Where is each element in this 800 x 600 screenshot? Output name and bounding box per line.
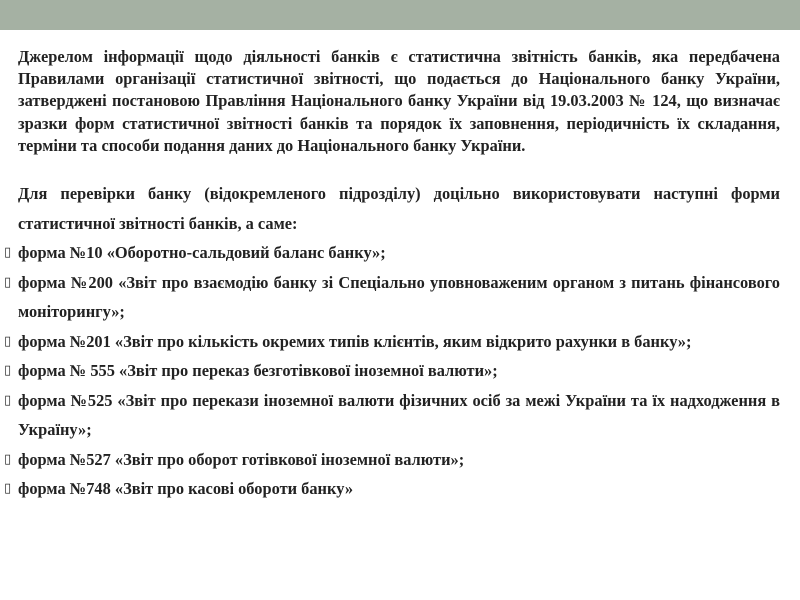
bullet-icon: ▯ (4, 333, 12, 349)
slide-content (0, 46, 800, 504)
form-text: форма №525 «Звіт про перекази іноземної валюти фізичних осіб за межі України та їх надходження в Україну»; (18, 390, 780, 440)
forms-intro-paragraph: Для перевірки банку (відокремленого підрозділу) доцільно використовувати наступні форми статистичної звітності банків, а саме: (18, 184, 780, 233)
form-text: форма № 555 «Звіт про переказ безготівкової іноземної валюти»; (18, 361, 498, 381)
list-item (4, 386, 780, 445)
bullet-icon: ▯ (4, 481, 12, 497)
list-item (4, 327, 780, 357)
forms-list (4, 238, 780, 504)
list-item (4, 445, 780, 475)
list-item (4, 238, 780, 268)
form-text: форма №527 «Звіт про оборот готівкової іноземної валюти»; (18, 449, 465, 469)
bullet-icon: ▯ (4, 392, 12, 408)
list-item (4, 474, 780, 504)
bullet-icon: ▯ (4, 363, 12, 379)
slide-header-bar (0, 0, 800, 30)
bullet-icon: ▯ (4, 451, 12, 467)
list-item (4, 268, 780, 327)
form-text: форма №748 «Звіт про касові обороти банку» (18, 479, 354, 499)
form-text: форма №200 «Звіт про взаємодію банку зі Спеціально уповноваженим органом з питань фінансового моніторингу»; (18, 272, 780, 322)
form-text: форма №10 «Оборотно-сальдовий баланс банку»; (18, 243, 386, 263)
list-item (4, 356, 780, 386)
bullet-icon: ▯ (4, 274, 12, 290)
intro-paragraph: Джерелом інформації щодо діяльності банків є статистична звітність банків, яка передбачена Правилами організації статистичної звітності, що подається до Національного банку України, затверджені постановою Правління Національного банку України від 19.03.2003 № 124, що визначає зразки форм статистичної звітності банків та порядок їх заповнення, періодичність їх складання, терміни та способи подання даних до Національного банку України. (18, 47, 780, 155)
bullet-icon: ▯ (4, 245, 12, 261)
form-text: форма №201 «Звіт про кількість окремих типів клієнтів, яким відкрито рахунки в банку»; (18, 331, 692, 351)
